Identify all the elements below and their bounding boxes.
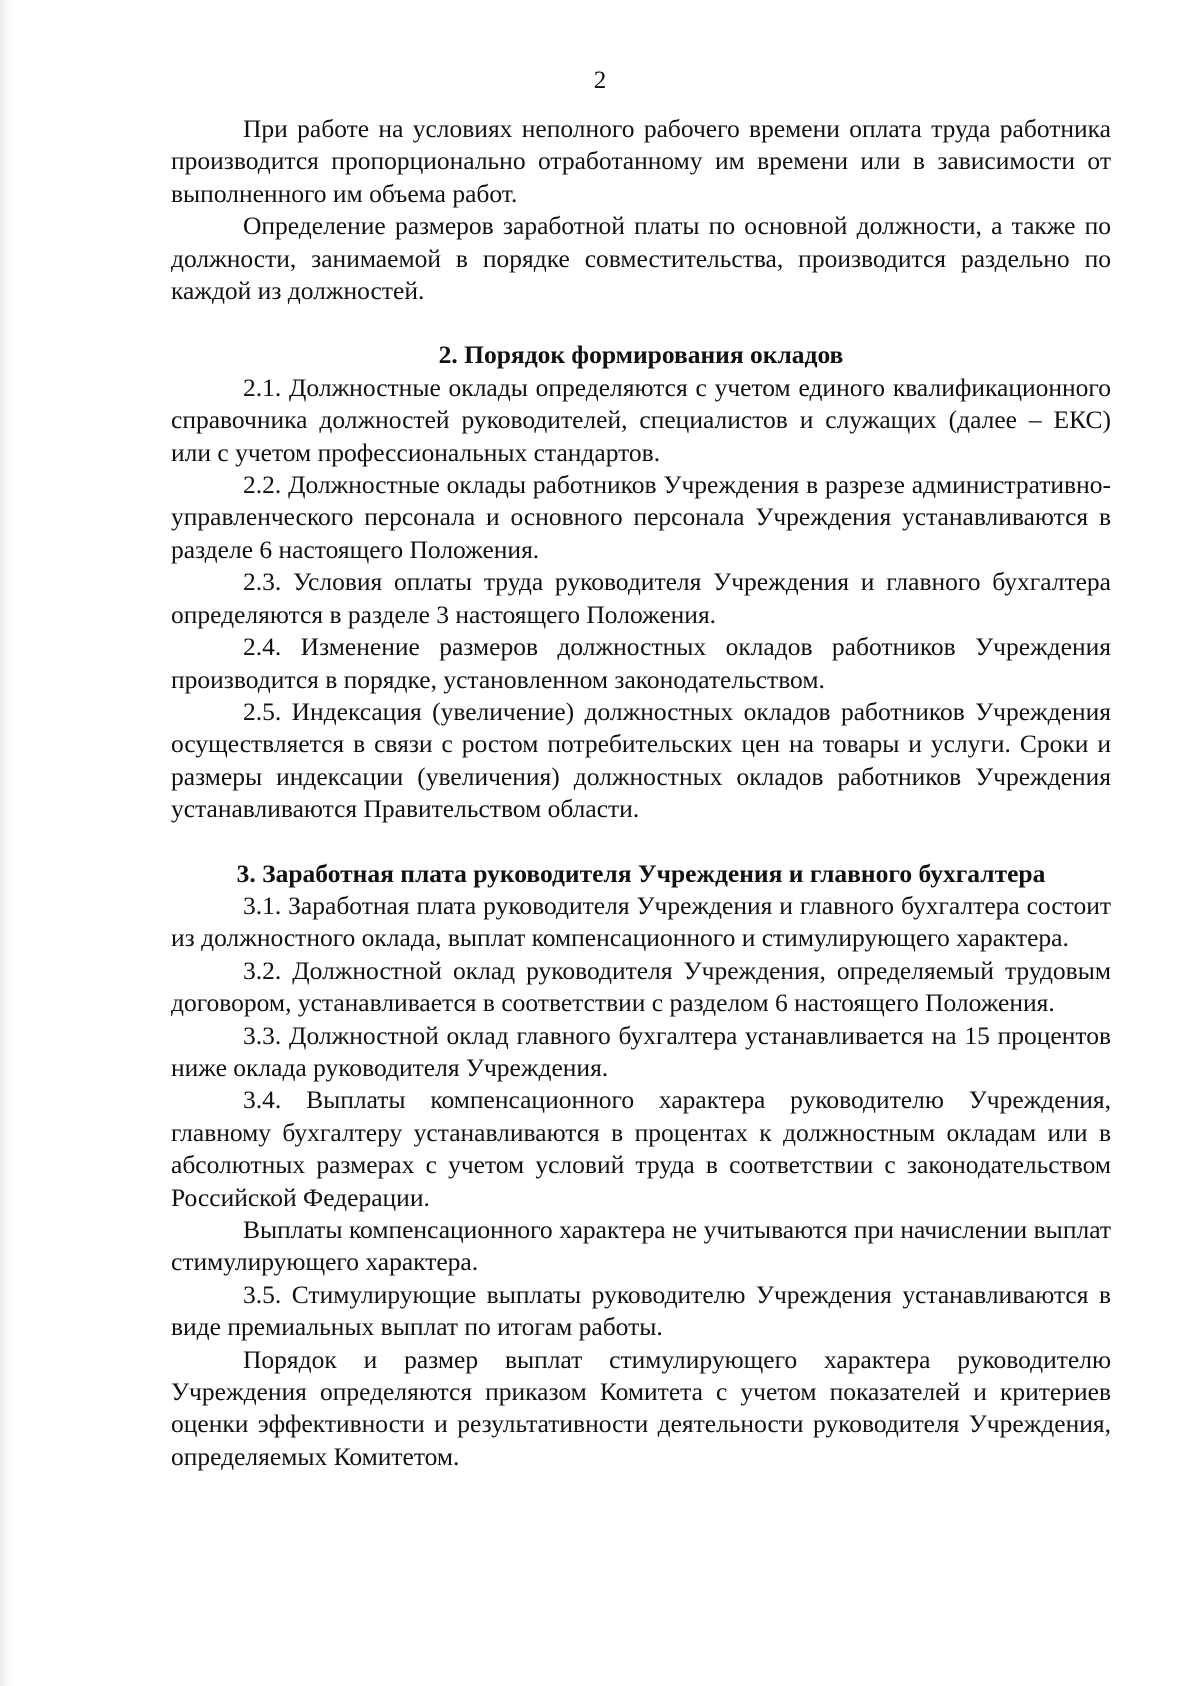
clause-3-2: 3.2. Должностной оклад руководителя Учреждения, определяемый трудовым договором, устанавливается в соответствии с разделом 6 настоящего Положения. xyxy=(171,955,1111,1018)
section-3-heading: 3. Заработная плата руководителя Учреждения и главного бухгалтера xyxy=(236,858,1046,888)
clause-3-5-procedure: Порядок и размер выплат стимулирующего характера руководителю Учреждения определяются приказом Комитета с учетом показателей и критериев оценки эффективности и результативности деятельности руководителя Учреждения, определяемых Комитетом. xyxy=(171,1344,1111,1471)
clause-3-3: 3.3. Должностной оклад главного бухгалтера устанавливается на 15 процентов ниже оклада руководителя Учреждения. xyxy=(171,1020,1111,1082)
clause-3-5: 3.5. Стимулирующие выплаты руководителю Учреждения устанавливаются в виде премиальных выплат по итогам работы. xyxy=(171,1279,1111,1342)
section-spacer xyxy=(171,826,1111,858)
page-number: 2 xyxy=(593,67,607,94)
section-spacer xyxy=(171,307,1111,339)
section-2-heading: 2. Порядок формирования окладов xyxy=(438,340,844,370)
clause-2-1: 2.1. Должностные оклады определяются с учетом единого квалификационного справочника должностей руководителей, специалистов и служащих (далее – ЕКС) или с учетом профессиональных стандартов. xyxy=(171,372,1111,467)
document-body xyxy=(171,113,1111,1473)
intro-paragraph-1: При работе на условиях неполного рабочего времени оплата труда работника производится пропорционально отработанному им времени или в зависимости от выполненного им объема работ. xyxy=(171,114,1111,208)
clause-3-4-note: Выплаты компенсационного характера не учитываются при начислении выплат стимулирующего характера. xyxy=(171,1215,1111,1277)
clause-2-2: 2.2. Должностные оклады работников Учреждения в разрезе административно-управленческого персонала и основного персонала Учреждения устанавливаются в разделе 6 настоящего Положения. xyxy=(171,470,1111,564)
clause-2-4: 2.4. Изменение размеров должностных окладов работников Учреждения производится в порядке, установленном законодательством. xyxy=(171,632,1111,694)
scan-edge-shadow xyxy=(0,0,14,1686)
clause-3-1: 3.1. Заработная плата руководителя Учреждения и главного бухгалтера состоит из должностного оклада, выплат компенсационного и стимулирующего характера. xyxy=(171,890,1111,953)
intro-paragraph-2: Определение размеров заработной платы по основной должности, а также по должности, занимаемой в порядке совместительства, производится раздельно по каждой из должностей. xyxy=(171,211,1111,306)
clause-2-5: 2.5. Индексация (увеличение) должностных окладов работников Учреждения осуществляется в связи с ростом потребительских цен на товары и услуги. Сроки и размеры индексации (увеличения) должностных окладов работников Учреждения устанавливаются Правительством области. xyxy=(171,696,1111,824)
clause-2-3: 2.3. Условия оплаты труда руководителя Учреждения и главного бухгалтера определяются в разделе 3 настоящего Положения. xyxy=(171,567,1111,629)
clause-3-4: 3.4. Выплаты компенсационного характера руководителю Учреждения, главному бухгалтеру устанавливаются в процентах к должностным окладам или в абсолютных размерах с учетом условий труда в соответствии с законодательством Российской Федерации. xyxy=(171,1085,1111,1212)
